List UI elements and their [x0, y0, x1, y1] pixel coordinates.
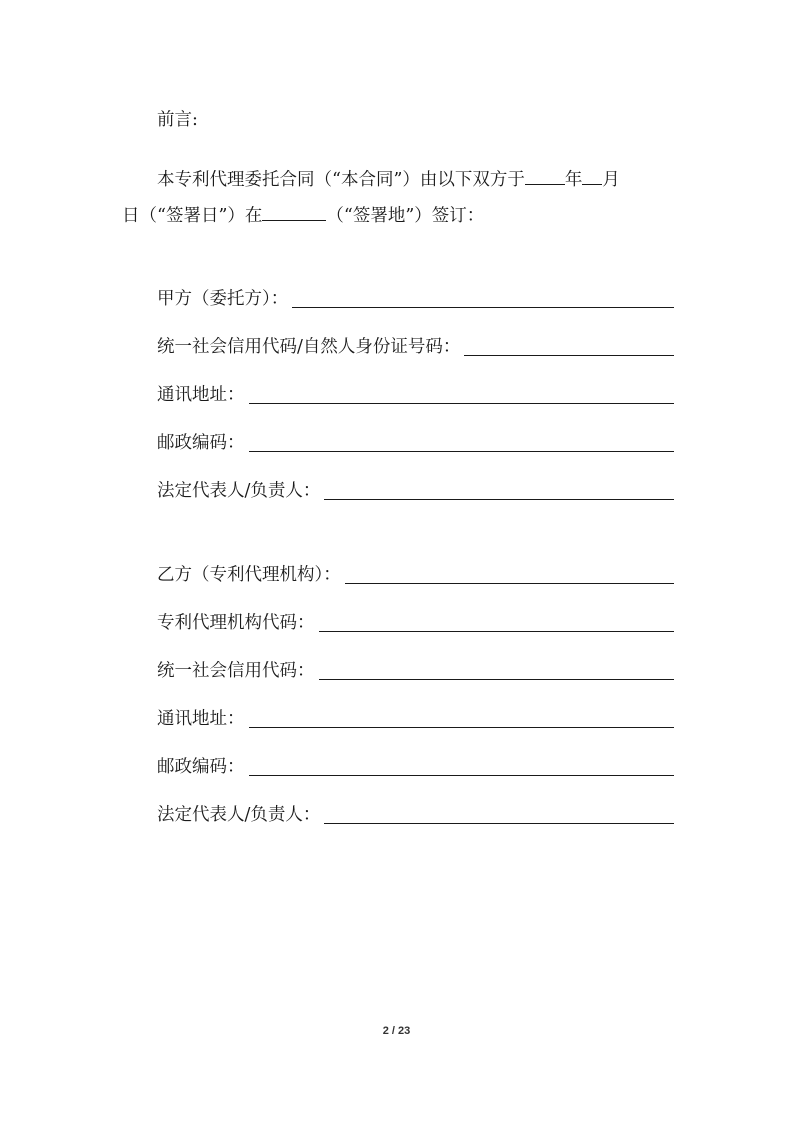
- signing-place-text: （“签署地”）签订：: [326, 206, 485, 226]
- party-a-address-field[interactable]: [249, 385, 675, 404]
- party-a-field-label: 邮政编码：: [157, 433, 245, 453]
- party-a-field-row: [157, 335, 674, 359]
- party-b-field-label: 通讯地址：: [157, 709, 245, 729]
- party-a-field-label: 通讯地址：: [157, 385, 245, 405]
- party-b-field-label: 专利代理机构代码：: [157, 613, 315, 633]
- preface-line-1: [157, 166, 620, 192]
- party-a-id-field[interactable]: [464, 337, 674, 356]
- party-b-title-row: [157, 563, 674, 587]
- party-b-postcode-field[interactable]: [249, 757, 675, 776]
- party-b-field-label: 邮政编码：: [157, 757, 245, 777]
- party-a-postcode-field[interactable]: [249, 433, 675, 452]
- party-b-field-label: 统一社会信用代码：: [157, 661, 315, 681]
- party-b-field-row: [157, 659, 674, 683]
- month-label: 月: [602, 170, 620, 190]
- day-signing-text: 日（“签署日”）在: [122, 206, 263, 226]
- party-a-field-row: [157, 479, 674, 503]
- party-a-representative-field[interactable]: [324, 481, 674, 500]
- party-a-title-row: [157, 287, 674, 311]
- year-blank[interactable]: [525, 166, 565, 185]
- party-b-field-row: [157, 707, 674, 731]
- party-b-credit-code-field[interactable]: [319, 661, 675, 680]
- party-b-title: 乙方（专利代理机构）：: [157, 565, 341, 585]
- party-a-name-field[interactable]: [292, 289, 674, 308]
- party-b-field-row: [157, 611, 674, 635]
- month-blank[interactable]: [582, 166, 602, 185]
- party-b-agency-code-field[interactable]: [319, 613, 675, 632]
- party-b-representative-field[interactable]: [324, 805, 674, 824]
- party-a-field-label: 法定代表人/负责人：: [157, 481, 321, 501]
- party-b-field-row: [157, 755, 674, 779]
- party-a-field-row: [157, 431, 674, 455]
- year-label: 年: [564, 170, 583, 190]
- party-a-title: 甲方（委托方）：: [157, 289, 289, 309]
- signing-place-blank[interactable]: [262, 202, 326, 221]
- party-b-field-row: [157, 803, 674, 827]
- preface-line-2: [122, 202, 484, 228]
- preface-text: 本专利代理委托合同（“本合同”）由以下双方于: [157, 170, 525, 190]
- party-b-name-field[interactable]: [345, 565, 674, 584]
- party-b-address-field[interactable]: [249, 709, 675, 728]
- party-b-field-label: 法定代表人/负责人：: [157, 805, 321, 825]
- party-a-field-row: [157, 383, 674, 407]
- party-a-field-label: 统一社会信用代码/自然人身份证号码：: [157, 337, 461, 357]
- preface-heading: 前言:: [157, 110, 198, 130]
- page-number: 2 / 23: [382, 1025, 411, 1037]
